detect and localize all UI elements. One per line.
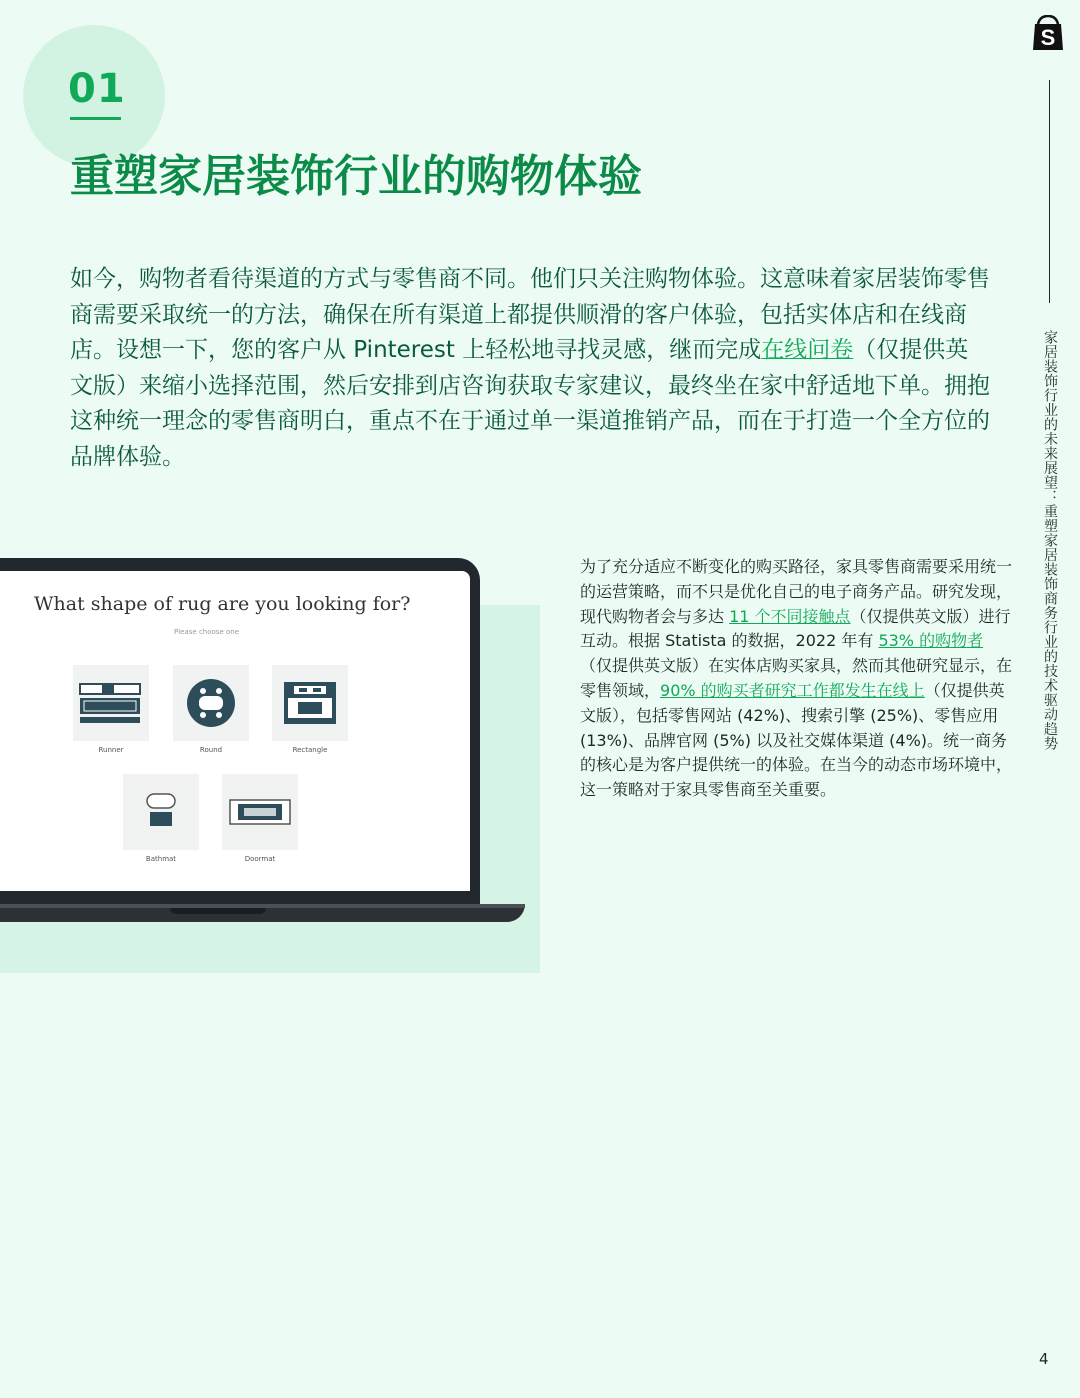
option-bathmat[interactable]: [123, 774, 199, 863]
runner-rug-icon: [73, 665, 149, 741]
quiz-instruction: Please choose one: [174, 628, 239, 636]
section-title: 重塑家居装饰行业的购物体验: [70, 151, 642, 202]
rectangle-rug-icon: [272, 665, 348, 741]
laptop-screen: [0, 571, 470, 891]
section-number: 01: [68, 66, 126, 112]
side-text-part: （仅提供英文版），包括零售网站 (42%)、搜索引擎 (25%)、零售应用 (13%)、品牌官网 (5%) 以及社交媒体渠道 (4%)。统一商务的核心是为客户提供统一的体验。在当今的动态市场环境中，这一策略对于家具零售商至关重要。: [580, 680, 1013, 800]
section-number-underline: [70, 117, 121, 120]
intro-text-before: 如今，购物者看待渠道的方式与零售商不同。他们只关注购物体验。这意味着家居装饰零售商需要采取统一的方法，确保在所有渠道上都提供顺滑的客户体验，包括实体店和在线商店。设想一下，您的客户从 Pinterest 上轻松地寻找灵感，继而完成: [70, 266, 990, 363]
intro-paragraph: [70, 262, 990, 475]
option-label: Bathmat: [145, 855, 177, 863]
side-paragraph: [580, 555, 1012, 803]
side-text-part: （仅提供英文版）进行互动。根据 Statista 的数据，2022 年有: [580, 606, 1011, 651]
online-research-link[interactable]: 90% 的购买者研究工作都发生在线上: [660, 680, 925, 700]
bathmat-icon: [123, 774, 199, 850]
sidebar-divider: [1049, 80, 1050, 303]
option-doormat[interactable]: [222, 774, 298, 863]
document-running-title: 家居装饰行业的未来展望：重塑家居装饰商务行业的技术驱动趋势: [1042, 330, 1058, 751]
doormat-icon: [222, 774, 298, 850]
page-number: 4: [1039, 1350, 1049, 1368]
svg-text:S: S: [1040, 25, 1056, 50]
option-round[interactable]: [173, 665, 249, 754]
option-label: Round: [199, 746, 223, 754]
option-label: Doormat: [244, 855, 276, 863]
touchpoints-link[interactable]: 11 个不同接触点: [729, 606, 851, 626]
round-rug-icon: [173, 665, 249, 741]
shoppers-stat-link[interactable]: 53% 的购物者: [878, 631, 984, 651]
option-label: Rectangle: [292, 746, 328, 754]
laptop-notch: [170, 908, 266, 914]
intro-text-after: （仅提供英文版）来缩小选择范围，然后安排到店咨询获取专家建议，最终坐在家中舒适地下单。拥抱这种统一理念的零售商明白，重点不在于通过单一渠道推销产品，而在于打造一个全方位的品牌体验。: [70, 337, 990, 470]
option-runner[interactable]: [73, 665, 149, 754]
option-rectangle[interactable]: [272, 665, 348, 754]
option-label: Runner: [98, 746, 124, 754]
side-text-part: 为了充分适应不断变化的购买路径，家具零售商需要采用统一的运营策略，而不只是优化自己的电子商务产品。研究发现，现代购物者会与多达: [580, 557, 1013, 626]
quiz-question: What shape of rug are you looking for?: [34, 593, 411, 615]
online-questionnaire-link[interactable]: 在线问卷: [761, 337, 854, 363]
side-text-part: （仅提供英文版）在实体店购买家具，然而其他研究显示，在零售领域，: [580, 656, 1013, 700]
laptop-frame: [0, 558, 480, 904]
shopify-bag-icon: [1032, 15, 1064, 55]
